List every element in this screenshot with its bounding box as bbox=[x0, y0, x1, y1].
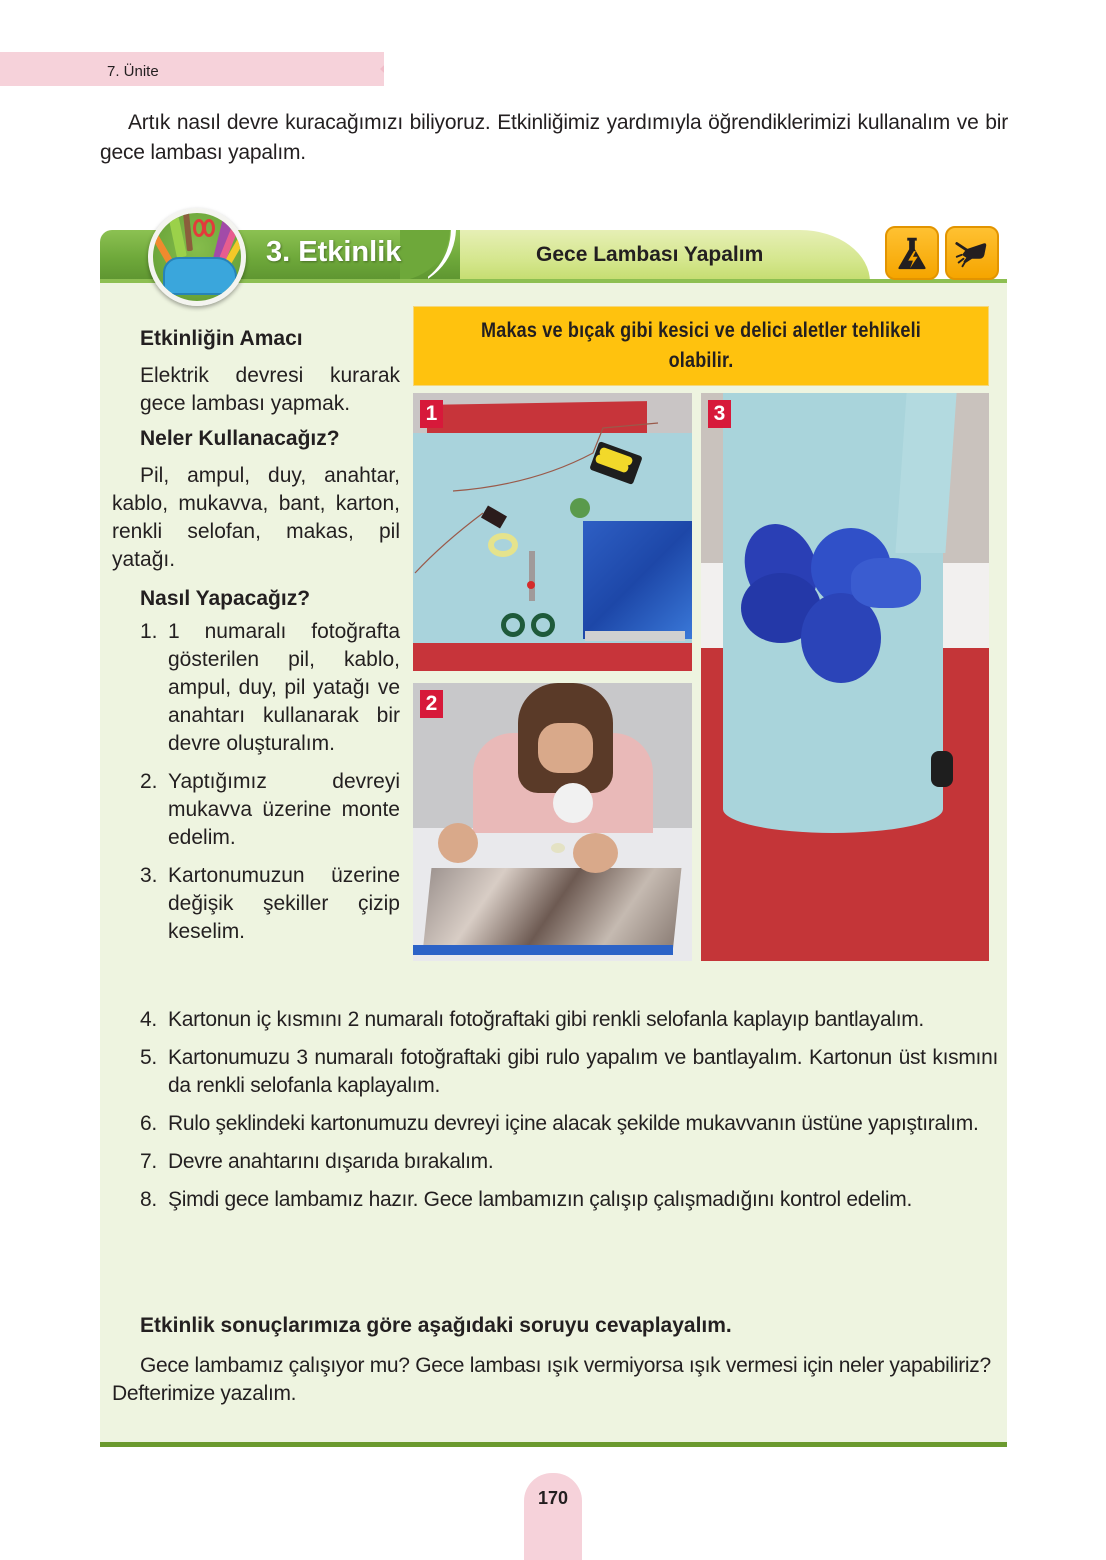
page-number: 170 bbox=[537, 1488, 569, 1508]
step-number: 2. bbox=[140, 770, 158, 793]
step-number: 4. bbox=[140, 1008, 157, 1031]
unit-ribbon bbox=[0, 52, 422, 86]
hand-cut-icon bbox=[945, 226, 999, 280]
step-item bbox=[112, 862, 400, 946]
step-text: Kartonumuzun üzerine değişik şekiller çizip keselim. bbox=[168, 864, 400, 943]
materials-heading: Neler Kullanacağız? bbox=[140, 427, 340, 450]
step-item bbox=[112, 768, 400, 852]
panel-bottom-rule bbox=[100, 1442, 1007, 1447]
step-text: Yaptığımız devreyi mukavva üzerine monte edelim. bbox=[168, 770, 400, 849]
header-curve-highlight bbox=[428, 230, 458, 282]
step-item bbox=[112, 1186, 998, 1214]
materials-text: Pil, ampul, duy, anahtar, kablo, mukavva, bant, karton, renkli selofan, makas, pil yatağı. bbox=[112, 464, 400, 571]
conclusion-question: Gece lambamız çalışıyor mu? Gece lambası ışık vermiyorsa ışık vermesi için neler yapabiliriz? Defterimize yazalım. bbox=[112, 1354, 991, 1405]
photo-label: 2 bbox=[420, 690, 443, 718]
photo-label: 3 bbox=[708, 400, 731, 428]
step-item bbox=[112, 1110, 998, 1138]
conclusion-heading: Etkinlik sonuçlarımıza göre aşağıdaki soruyu cevaplayalım. bbox=[140, 1314, 732, 1337]
step-number: 1. bbox=[140, 620, 158, 643]
left-column bbox=[112, 324, 400, 956]
page-number-tab bbox=[524, 1473, 582, 1560]
aim-text: Elektrik devresi kurarak gece lambası yapmak. bbox=[140, 364, 400, 415]
flask-lightning-icon bbox=[885, 226, 939, 280]
step-text: Devre anahtarını dışarıda bırakalım. bbox=[168, 1150, 494, 1173]
step-item bbox=[112, 1148, 998, 1176]
step-text: Şimdi gece lambamız hazır. Gece lambamızın çalışıp çalışmadığını kontrol edelim. bbox=[168, 1188, 912, 1211]
step-number: 8. bbox=[140, 1188, 157, 1211]
steps-heading: Nasıl Yapacağız? bbox=[140, 587, 311, 610]
unit-label: 7. Ünite bbox=[107, 63, 159, 80]
activity-number: 3. Etkinlik bbox=[266, 236, 402, 268]
step-item bbox=[112, 1006, 998, 1034]
activity-title: Gece Lambası Yapalım bbox=[536, 243, 764, 266]
night-lamp-roll-photo bbox=[701, 393, 989, 961]
safety-warning-box bbox=[413, 306, 989, 386]
step-text: 1 numaralı fotoğrafta gösterilen pil, kablo, ampul, duy, pil yatağı ve anahtarı kullanarak bir devre oluşturalım. bbox=[168, 620, 400, 755]
step-text: Rulo şeklindeki kartonumuzu devreyi içine alacak şekilde mukavvanın üstüne yapıştıralım. bbox=[168, 1112, 979, 1135]
step-text: Kartonumuzu 3 numaralı fotoğraftaki gibi rulo yapalım ve bantlayalım. Kartonun üst kısmını da renkli selofanla kaplayalım. bbox=[168, 1046, 998, 1097]
step-number: 6. bbox=[140, 1112, 157, 1135]
ribbon-notch bbox=[380, 52, 398, 86]
steps-list-continued bbox=[112, 1006, 998, 1224]
step-text: Kartonun iç kısmını 2 numaralı fotoğraftaki gibi renkli selofanla kaplayıp bantlayalım. bbox=[168, 1008, 924, 1031]
step-item bbox=[112, 1044, 998, 1100]
circuit-materials-photo bbox=[413, 393, 692, 671]
step-number: 5. bbox=[140, 1046, 157, 1069]
step-number: 7. bbox=[140, 1150, 157, 1173]
photo-label: 1 bbox=[420, 400, 443, 428]
step-item bbox=[112, 618, 400, 758]
intro-paragraph: Artık nasıl devre kuracağımızı biliyoruz. Etkinliğimiz yardımıyla öğrendiklerimizi kullanalım ve bir gece lambası yapalım. bbox=[100, 111, 1008, 164]
step-number: 3. bbox=[140, 864, 158, 887]
safety-warning-text: Makas ve bıçak gibi kesici ve delici aletler tehlikeli olabilir. bbox=[481, 319, 921, 372]
girl-covering-cardboard-photo bbox=[413, 683, 692, 961]
pencil-case-icon bbox=[148, 208, 246, 306]
aim-heading: Etkinliğin Amacı bbox=[140, 327, 303, 350]
